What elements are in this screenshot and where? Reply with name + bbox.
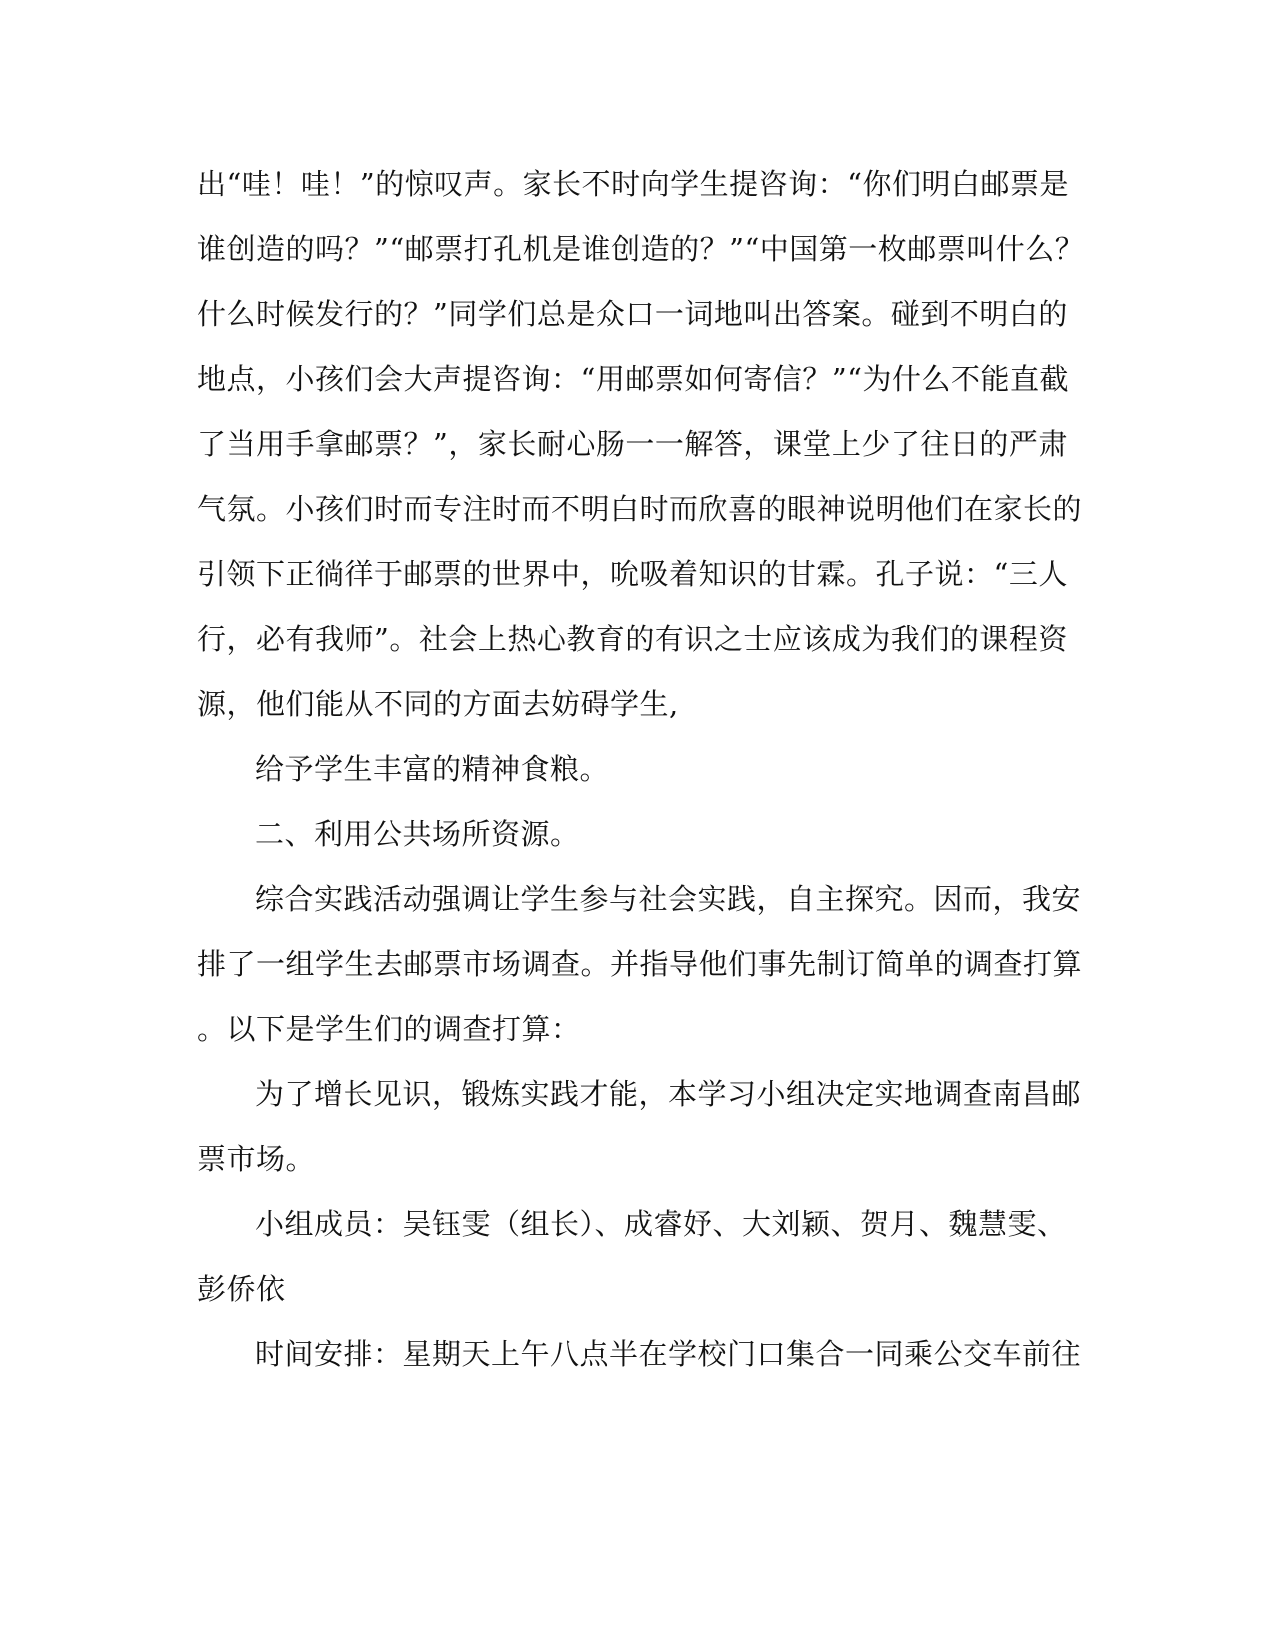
text-line: 排了一组学生去邮票市场调查。并指导他们事先制订简单的调查打算	[197, 947, 1083, 981]
text-line: 谁创造的吗？”“邮票打孔机是谁创造的？”“中国第一枚邮票叫什么？	[197, 232, 1085, 266]
section-heading: 二、利用公共场所资源。	[255, 817, 580, 851]
paragraph-line: 时间安排：星期天上午八点半在学校门口集合一同乘公交车前往	[255, 1337, 1082, 1371]
body-text	[197, 160, 1085, 1395]
text-line: 引领下正徜徉于邮票的世界中，吮吸着知识的甘霖。孔子说：“三人	[197, 557, 1068, 591]
text-line: 。以下是学生们的调查打算：	[197, 1012, 581, 1046]
text-line: 票市场。	[197, 1142, 316, 1176]
paragraph-line: 为了增长见识，锻炼实践才能，本学习小组决定实地调查南昌邮	[255, 1077, 1082, 1111]
text-line: 什么时候发行的？”同学们总是众口一词地叫出答案。碰到不明白的	[197, 297, 1068, 331]
text-line: 彭侨依	[197, 1272, 286, 1306]
text-line: 行，必有我师”。社会上热心教育的有识之士应该成为我们的课程资	[197, 622, 1068, 656]
paragraph-line: 给予学生丰富的精神食粮。	[255, 752, 610, 786]
text-line: 出“哇！哇！”的惊叹声。家长不时向学生提咨询：“你们明白邮票是	[197, 167, 1069, 201]
paragraph-line: 综合实践活动强调让学生参与社会实践，自主探究。因而，我安	[255, 882, 1082, 916]
text-line: 了当用手拿邮票？”，家长耐心肠一一解答，课堂上少了往日的严肃	[197, 427, 1068, 461]
text-line: 源，他们能从不同的方面去妨碍学生,	[197, 687, 679, 721]
text-line: 地点，小孩们会大声提咨询：“用邮票如何寄信？”“为什么不能直截	[197, 362, 1069, 396]
text-line: 气氛。小孩们时而专注时而不明白时而欣喜的眼神说明他们在家长的	[197, 492, 1083, 526]
paragraph-line: 小组成员：吴钰雯（组长）、成睿妤、大刘颖、贺月、魏慧雯、	[255, 1207, 1067, 1241]
